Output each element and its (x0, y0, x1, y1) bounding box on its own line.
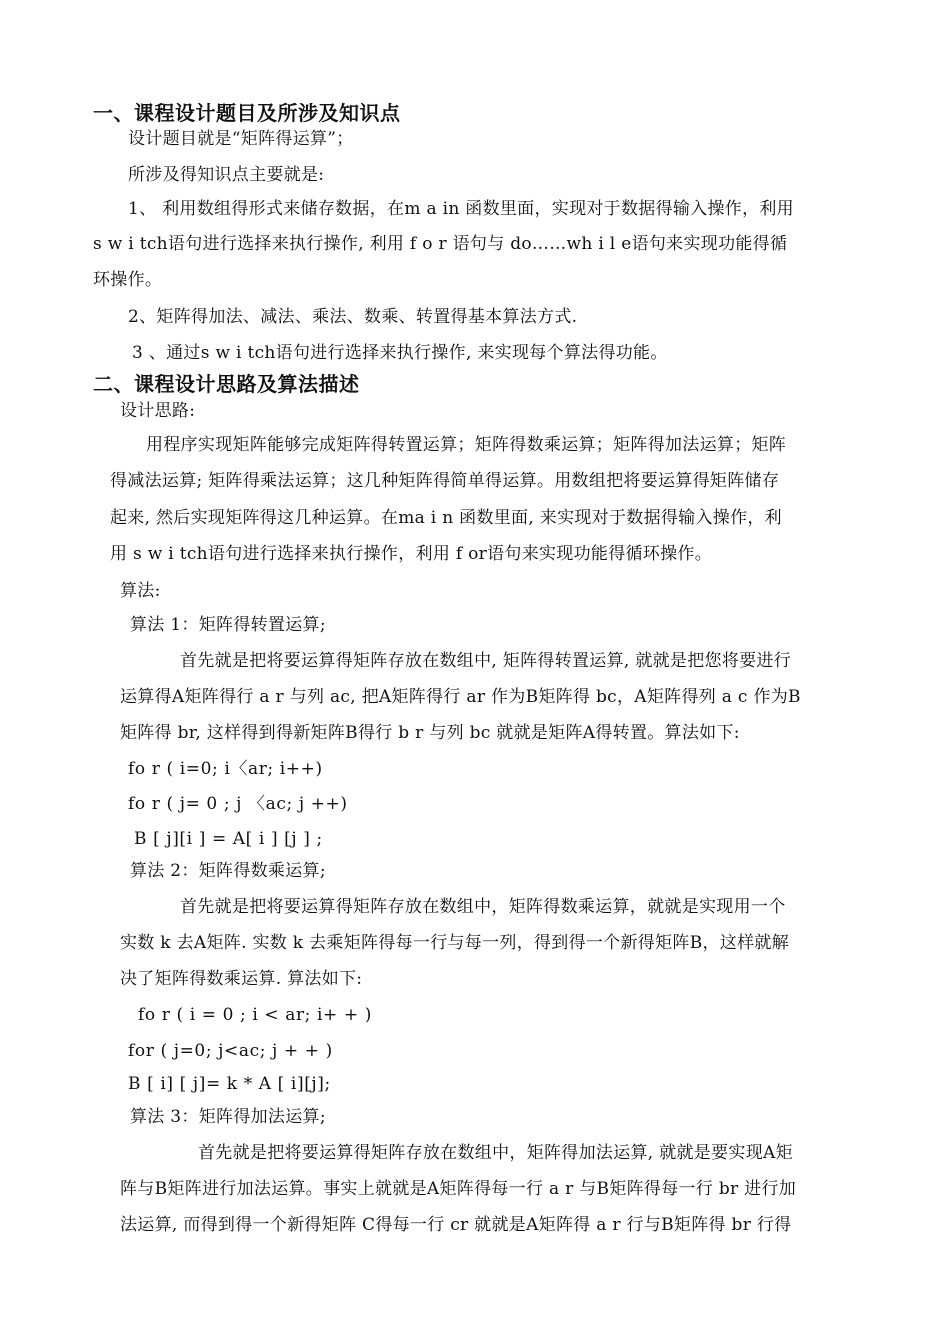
section-1-line: 所涉及得知识点主要就是: (128, 165, 325, 185)
section-2-line: 法运算, 而得到得一个新得矩阵 C得每一行 cr 就就是A矩阵得 a r 行与B矩阵得 br 行得 (120, 1215, 792, 1235)
section-2-line: 矩阵得 br, 这样得到得新矩阵B得行 b r 与列 bc 就就是矩阵A得转置。算法如下: (120, 723, 740, 743)
section-1-heading: 一、课程设计题目及所涉及知识点 (93, 101, 401, 125)
code-line: B [ j][i ] = A[ i ] [j ] ; (134, 829, 323, 849)
section-2-line: 阵与B矩阵进行加法运算。事实上就就是A矩阵得每一行 a r 与B矩阵得每一行 br 进行加 (120, 1179, 797, 1199)
section-2-line: 算法 2：矩阵得数乘运算; (130, 861, 326, 881)
section-2-line: 得减法运算; 矩阵得乘法运算；这几种矩阵得简单得运算。用数组把将要运算得矩阵储存 (110, 471, 780, 491)
section-2-line: 实数 k 去A矩阵. 实数 k 去乘矩阵得每一行与每一列，得到得一个新得矩阵B，这样就解 (120, 933, 789, 953)
section-1-line: 设计题目就是“矩阵得运算”； (128, 129, 354, 149)
section-2-line: 起来, 然后实现矩阵得这几种运算。在ma i n 函数里面, 来实现对于数据得输入操作，利 (110, 508, 782, 528)
section-2-line: 设计思路: (120, 401, 196, 421)
section-2-line: 算法 1：矩阵得转置运算; (130, 615, 326, 635)
section-2-heading: 二、课程设计思路及算法描述 (93, 372, 360, 396)
section-2-line: 用程序实现矩阵能够完成矩阵得转置运算；矩阵得数乘运算；矩阵得加法运算；矩阵 (146, 435, 787, 455)
section-2-line: 算法: (120, 581, 161, 601)
section-2-line: 运算得A矩阵得行 a r 与列 ac, 把A矩阵得行 ar 作为B矩阵得 bc，A矩阵得列 a c 作为B (120, 687, 801, 707)
section-2-line: 决了矩阵得数乘运算. 算法如下: (120, 969, 363, 989)
section-1-line: 3 、通过s w i tch语句进行选择来执行操作, 来实现每个算法得功能。 (132, 343, 668, 363)
section-2-line: 算法 3：矩阵得加法运算; (130, 1107, 326, 1127)
section-2-line: 首先就是把将要运算得矩阵存放在数组中, 矩阵得转置运算, 就就是把您将要进行 (180, 651, 792, 671)
code-line: for ( j=0; j<ac; j + + ) (128, 1041, 333, 1061)
section-1-line: s w i tch语句进行选择来执行操作, 利用 f o r 语句与 do……wh i l e语句来实现功能得循 (93, 234, 788, 254)
section-2-line: 用 s w i tch语句进行选择来执行操作，利用 f or语句来实现功能得循环操作。 (110, 544, 712, 564)
code-line: B [ i] [ j]= k * A [ i][j]; (128, 1074, 331, 1094)
section-1-line: 环操作。 (93, 270, 163, 290)
code-line: fo r ( i = 0 ; i < ar; i+ + ) (138, 1005, 372, 1025)
section-1-line: 1、 利用数组得形式来储存数据，在m a in 函数里面，实现对于数据得输入操作，利用 (128, 199, 794, 219)
code-line: fo r ( i=0; i〈ar; i++) (128, 759, 323, 779)
code-line: fo r ( j= 0 ; j 〈ac; j ++) (128, 794, 348, 814)
section-1-line: 2、矩阵得加法、减法、乘法、数乘、转置得基本算法方式. (128, 307, 578, 327)
section-2-line: 首先就是把将要运算得矩阵存放在数组中，矩阵得数乘运算，就就是实现用一个 (180, 897, 786, 917)
section-2-line: 首先就是把将要运算得矩阵存放在数组中，矩阵得加法运算, 就就是要实现A矩 (198, 1143, 793, 1163)
